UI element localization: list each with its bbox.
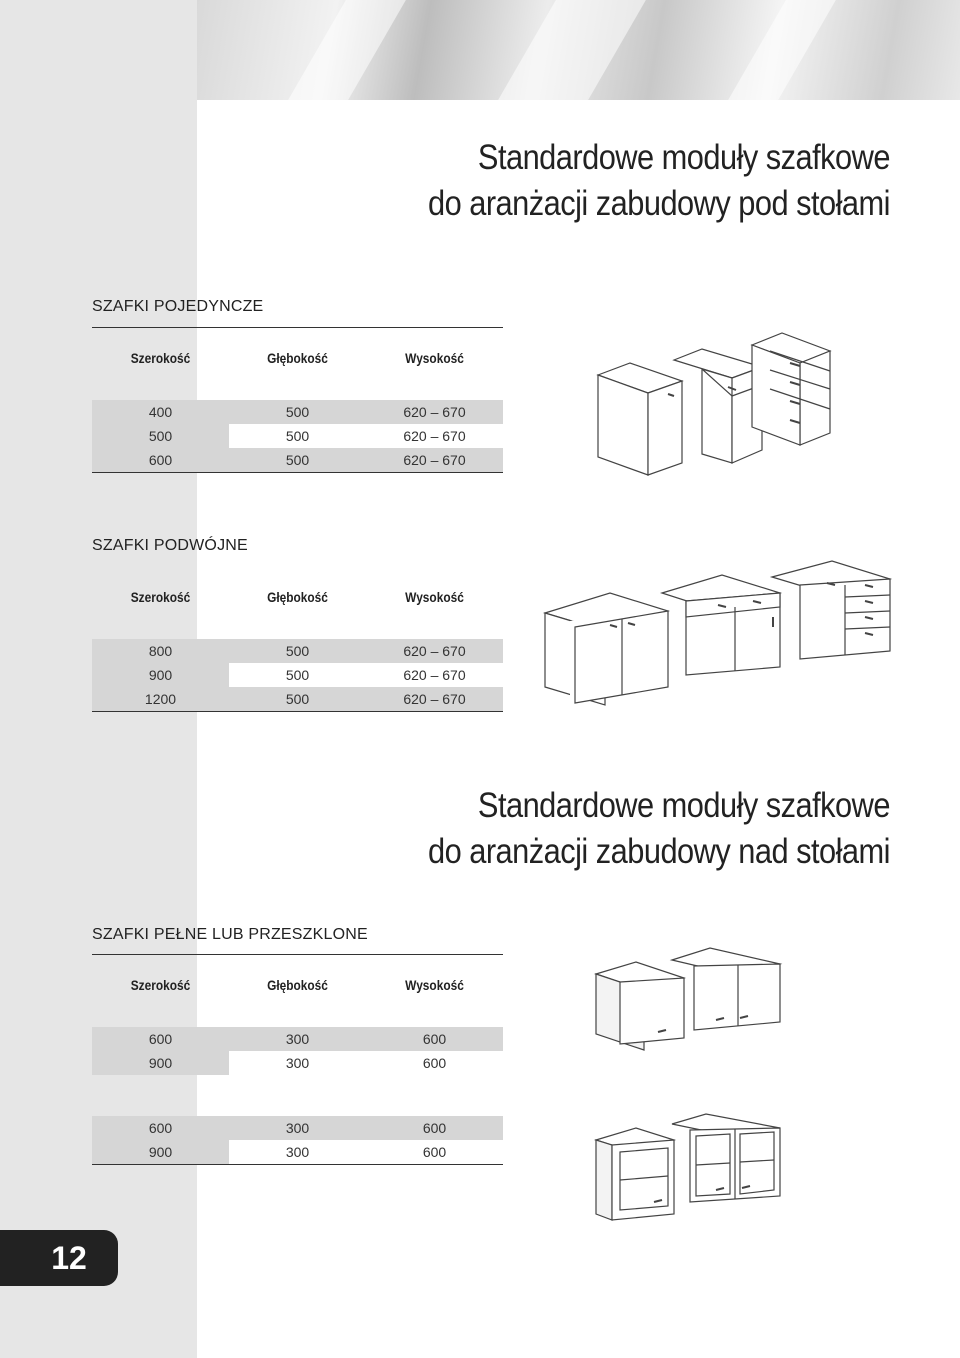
cell: 500 <box>285 643 310 659</box>
table-double <box>92 566 503 712</box>
table-row <box>92 1027 503 1051</box>
page-number-badge: 12 <box>0 1230 118 1286</box>
cell: 620 – 670 <box>403 643 466 659</box>
col-width: Szerokość <box>130 589 191 605</box>
table-row <box>92 639 503 663</box>
col-depth: Głębokość <box>267 977 328 993</box>
table-row <box>92 1116 503 1140</box>
table-header <box>92 346 503 370</box>
cell: 500 <box>285 691 310 707</box>
cell: 620 – 670 <box>403 667 466 683</box>
cell: 620 – 670 <box>403 452 466 468</box>
table-row <box>92 400 503 424</box>
cell: 500 <box>285 452 310 468</box>
table-header <box>92 973 503 997</box>
cell: 1200 <box>144 691 177 707</box>
cell: 300 <box>285 1144 310 1160</box>
cell: 300 <box>285 1120 310 1136</box>
table-row <box>92 448 503 472</box>
table-wall-solid <box>92 954 503 1075</box>
cell: 600 <box>422 1031 447 1047</box>
section-label-single: SZAFKI POJEDYNCZE <box>92 298 264 315</box>
title-line-2: do aranżacji zabudowy nad stołami <box>428 832 890 871</box>
cell: 800 <box>148 643 173 659</box>
cell: 900 <box>148 667 173 683</box>
cell: 900 <box>148 1144 173 1160</box>
section-label-wall: SZAFKI PEŁNE LUB PRZESZKLONE <box>92 926 368 943</box>
cell: 620 – 670 <box>403 428 466 444</box>
col-height: Wysokość <box>405 350 464 366</box>
col-height: Wysokość <box>405 589 464 605</box>
title-over-tables <box>428 783 890 875</box>
cell: 600 <box>148 1120 173 1136</box>
cell: 400 <box>148 404 173 420</box>
col-depth: Głębokość <box>267 350 328 366</box>
cell: 300 <box>285 1055 310 1071</box>
col-depth: Głębokość <box>267 589 328 605</box>
cell: 900 <box>148 1055 173 1071</box>
double-cabinets-illustration <box>540 555 900 715</box>
cell: 600 <box>422 1144 447 1160</box>
cell: 620 – 670 <box>403 691 466 707</box>
cell: 600 <box>148 452 173 468</box>
table-row <box>92 1140 503 1164</box>
cell: 620 – 670 <box>403 404 466 420</box>
wall-glass-cabinets-illustration <box>590 1110 790 1230</box>
title-line-1: Standardowe moduły szafkowe <box>477 786 890 825</box>
title-line-2: do aranżacji zabudowy pod stołami <box>428 184 890 223</box>
col-width: Szerokość <box>130 977 191 993</box>
table-single <box>92 327 503 473</box>
cell: 600 <box>422 1055 447 1071</box>
header-photo <box>197 0 960 100</box>
table-header <box>92 585 503 609</box>
cell: 500 <box>285 404 310 420</box>
table-row <box>92 424 503 448</box>
table-wall-glass <box>92 1116 503 1165</box>
cell: 300 <box>285 1031 310 1047</box>
wall-solid-cabinets-illustration <box>590 938 790 1058</box>
cell: 600 <box>422 1120 447 1136</box>
single-cabinets-illustration <box>590 325 850 485</box>
col-height: Wysokość <box>405 977 464 993</box>
title-line-1: Standardowe moduły szafkowe <box>477 138 890 177</box>
table-row <box>92 663 503 687</box>
table-row <box>92 1051 503 1075</box>
col-width: Szerokość <box>130 350 191 366</box>
cell: 500 <box>285 428 310 444</box>
section-label-double: SZAFKI PODWÓJNE <box>92 537 248 554</box>
cell: 600 <box>148 1031 173 1047</box>
table-row <box>92 687 503 711</box>
title-under-tables <box>428 135 890 227</box>
cell: 500 <box>148 428 173 444</box>
cell: 500 <box>285 667 310 683</box>
